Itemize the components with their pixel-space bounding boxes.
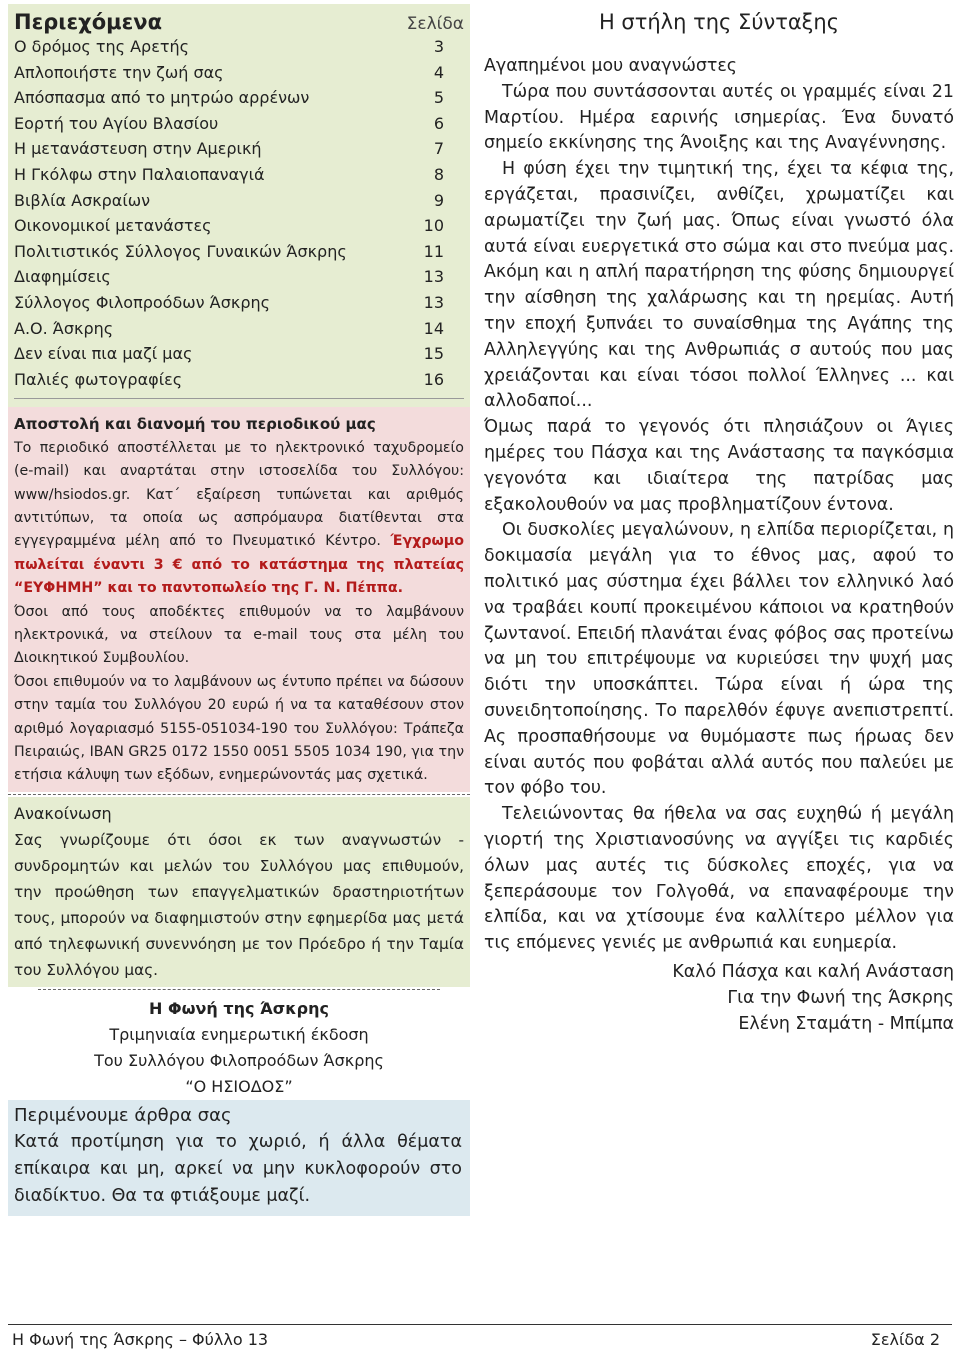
toc-entry-page: 5 — [433, 88, 444, 108]
toc-entry-title: Παλιές φωτογραφίες — [14, 369, 183, 389]
table-of-contents — [8, 4, 470, 407]
editorial-paragraph: Όμως παρά το γεγονός ότι πλησιάζουν οι Άγιες ημέρες του Πάσχα και της Ανάστασης τα παγκόσμια γεγονότα και ιδιαίτερα της πατρίδας μας εξακολουθούν να μας προβληματίζουν έντονα. — [484, 417, 954, 515]
toc-entry — [14, 162, 464, 188]
imprint-title: Η Φωνή της Άσκρης — [149, 998, 329, 1018]
section-divider — [8, 794, 470, 795]
toc-entry-page: 9 — [433, 190, 444, 210]
toc-entry-title: Σύλλογος Φιλοπροόδων Άσκρης — [14, 292, 271, 312]
announcement-section — [8, 797, 470, 987]
distribution-paragraph-2: Όσοι από τους αποδέκτες επιθυμούν να το λαμβάνουν ηλεκτρονικά, να στείλουν τα e-mail τους στα μέλη του Διοικητικού Συμβουλίου. — [14, 603, 464, 667]
toc-entry — [14, 213, 464, 239]
toc-list — [14, 34, 464, 392]
toc-entry-title: Εορτή του Αγίου Βλασίου — [14, 113, 219, 133]
announcement-title: Ανακοίνωση — [14, 803, 112, 823]
editorial-paragraph: Η φύση έχει την τιμητική της, έχει τα κέφια της, εργάζεται, πρασινίζει, ανθίζει, χρωματίζει και αρωματίζει την ζωή μας. Όπως είναι γνωστό όλα αυτά είναι ευεργετικά στο σώμα και στο πνεύμα μας. Ακόμη και η απλή παρατήρηση της φύσης δημιουργεί την αίσθηση της χαλάρωσης και τη ηρεμίας. Αυτή την εποχή ξυπνάει το συναίσθημα της Αγάπης της Αλληλεγγύης και της Ανθρωπιάς σ αυτούς που μας χρειάζονται και είναι τόσοι πολλοί Έλληνες ... και αλλοδαποί... — [484, 159, 954, 412]
editorial-paragraph: Οι δυσκολίες μεγαλώνουν, η ελπίδα περιορίζεται, η δοκιμασία μεγάλη για το έθνος μας, αφού το πολιτικό μας σύστημα έχει βάλλει τον ελληνικό λαό να τραβάει κουπί προκειμένου κάποιοι να κρατηθούν ζωντανοί. Επειδή πλανάται ένας φόβος σας προτείνω να μη του επιτρέψουμε να κυριεύσει την ψυχή μας διότι την υποσκάπτει. Τώρα είναι ή ώρα της συνειδητοποίησης. Το παρελθόν έφυγε ανεπιστρεπτί. Ας προσπαθήσουμε να θυμόμαστε πως ήρωας δεν είναι αυτός που φοβάται αλλά αυτός που παλεύει με τον φόβο του. — [484, 520, 954, 799]
toc-entry — [14, 239, 464, 265]
editorial-signature — [484, 959, 954, 1037]
toc-entry-title: Απόσπασμα από το μητρώο αρρένων — [14, 88, 310, 108]
section-divider — [38, 989, 440, 990]
signature-line-2: Για την Φωνή της Άσκρης — [727, 987, 954, 1008]
toc-entry — [14, 290, 464, 316]
announcement-body: Σας γνωρίζουμε ότι όσοι εκ των αναγνωστών - συνδρομητών και μελών του Συλλόγου μας επιθυμούν, την προώθηση των επαγγελματικών δραστηριοτήτων τους, μπορούν να διαφημιστούν στην εφημερίδα μας μετά από τηλεφωνική συνεννόηση με τον Πρόεδρο ή την Ταμία του Συλλόγου μας. — [14, 830, 464, 979]
editorial-salutation: Αγαπημένοι μου αναγνώστες — [484, 56, 737, 76]
toc-entry-title: Βιβλία Ασκραίων — [14, 190, 151, 210]
distribution-title: Αποστολή και διανομή του περιοδικού μας — [14, 415, 376, 434]
toc-entry-title: Απλοποιήστε την ζωή σας — [14, 62, 224, 82]
articles-body: Κατά προτίμηση για το χωριό, ή άλλα θέματα επίκαιρα και μη, αρκεί να μην κυκλοφορούν στο διαδίκτυο. Θα τα φτιάξουμε μαζί. — [14, 1131, 462, 1206]
toc-entry — [14, 85, 464, 111]
editorial-title: Η στήλη της Σύνταξης — [598, 10, 840, 34]
toc-title: Περιεχόμενα — [14, 10, 163, 34]
toc-entry-title: Η μετανάστευση στην Αμερική — [14, 139, 262, 159]
imprint-line-2: Του Συλλόγου Φιλοπροόδων Άσκρης — [94, 1050, 384, 1070]
toc-entry — [14, 188, 464, 214]
toc-entry-title: Α.Ο. Άσκρης — [14, 318, 114, 338]
toc-entry-title: Πολιτιστικός Σύλλογος Γυναικών Άσκρης — [14, 241, 347, 261]
toc-entry-page: 13 — [423, 267, 444, 287]
distribution-paragraph-3: Όσοι επιθυμούν να το λαμβάνουν ως έντυπο πρέπει να δώσουν στην ταμία του Συλλόγου 20 ευρώ ή να τα καταθέσουν στον αριθμό λογαριασμό 5155-051034-190 του Συλλόγου: Τράπεζα Πειραιώς, IBAN GR25 0172 1550 0051 5505 1034 190, για την ετήσια κάλυψη των εξόδων, ενημερώνοντάς μας σχετικά. — [14, 673, 464, 784]
articles-call-section — [8, 1100, 470, 1216]
toc-entry — [14, 367, 464, 393]
toc-entry-page: 11 — [423, 241, 444, 261]
toc-page-label: Σελίδα — [406, 14, 464, 34]
distribution-text: Το περιοδικό αποστέλλεται με το ηλεκτρονικό ταχυδρομείο (e-mail) και αναρτάται στην ιστοσελίδα του Συλλόγου: www/hsiodos.gr. Κατ΄ εξαίρεση τυπώνεται και αριθμός αντιτύπων, τα οποία ως ασπρόμαυρα διατίθενται στα εγγεγραμμένα μέλη από το Πνευματικό Κέντρο. — [14, 439, 464, 550]
signature-line-3: Ελένη Σταμάτη - Μπίμπα — [738, 1013, 954, 1034]
toc-entry-page: 10 — [423, 216, 444, 236]
toc-entry-page: 7 — [433, 139, 444, 159]
toc-entry-title: Η Γκόλφω στην Παλαιοπαναγιά — [14, 164, 265, 184]
editorial-body — [484, 54, 954, 957]
imprint-line-3: “Ο ΗΣΙΟΔΟΣ” — [185, 1076, 293, 1096]
toc-entry-page: 8 — [433, 164, 444, 184]
toc-entry — [14, 111, 464, 137]
left-column — [8, 4, 470, 1216]
page-footer — [12, 1330, 940, 1349]
toc-entry-page: 4 — [433, 62, 444, 82]
toc-entry — [14, 34, 464, 60]
toc-entry-page: 6 — [433, 113, 444, 133]
toc-entry-page: 3 — [433, 37, 444, 56]
distribution-price-note: Έγχρωμο πωλείται έναντι 3 € από το κατάστημα της πλατείας “ΕΥΦΗΜΗ” και το παντοπωλείο της Γ. Ν. Πέππα. — [14, 533, 464, 597]
footer-publication: Η Φωνή της Άσκρης – Φύλλο 13 — [12, 1330, 269, 1349]
toc-entry — [14, 136, 464, 162]
toc-entry-title: Διαφημίσεις — [14, 267, 111, 287]
toc-entry — [14, 316, 464, 342]
signature-line-1: Καλό Πάσχα και καλή Ανάσταση — [672, 961, 954, 982]
toc-entry-title: Οικονομικοί μετανάστες — [14, 216, 212, 236]
distribution-paragraph-1 — [14, 437, 464, 601]
toc-entry-page: 15 — [423, 344, 444, 364]
toc-entry — [14, 264, 464, 290]
toc-entry-page: 16 — [423, 369, 444, 389]
toc-header — [14, 10, 464, 34]
imprint-section — [8, 996, 470, 1100]
toc-entry-page: 13 — [423, 292, 444, 312]
footer-page-number: Σελίδα 2 — [870, 1330, 940, 1349]
right-column — [484, 4, 954, 1037]
toc-entry — [14, 341, 464, 367]
imprint-line-1: Τριμηνιαία ενημερωτική έκδοση — [109, 1024, 369, 1044]
toc-entry-title: Ο δρόμος της Αρετής — [14, 37, 190, 56]
footer-rule — [8, 1324, 952, 1325]
toc-divider — [14, 398, 464, 399]
toc-entry-title: Δεν είναι πια μαζί μας — [14, 344, 193, 364]
articles-title: Περιμένουμε άρθρα σας — [14, 1104, 232, 1126]
editorial-paragraph: Τώρα που συντάσσονται αυτές οι γραμμές είναι 21 Μαρτίου. Ημέρα εαρινής ισημερίας. Ένα δυνατό σημείο εκκίνησης της Άνοιξης και της Αναγέννησης. — [484, 81, 954, 154]
toc-entry-page: 14 — [423, 318, 444, 338]
distribution-section — [8, 407, 470, 792]
toc-entry — [14, 60, 464, 86]
editorial-paragraph: Τελειώνοντας θα ήθελα να σας ευχηθώ ή μεγάλη γιορτή της Χριστιανοσύνης να αγγίξει τις καρδιές όλων μας αυτές τις δύσκολες εποχές, για να ξεπεράσουμε τον Γολγοθά, να επαναφέρουμε την ελπίδα, και να χτίσουμε ένα καλλίτερο μέλλον για τις επόμενες γενιές με ανθρωπιά και ευημερία. — [484, 804, 954, 954]
